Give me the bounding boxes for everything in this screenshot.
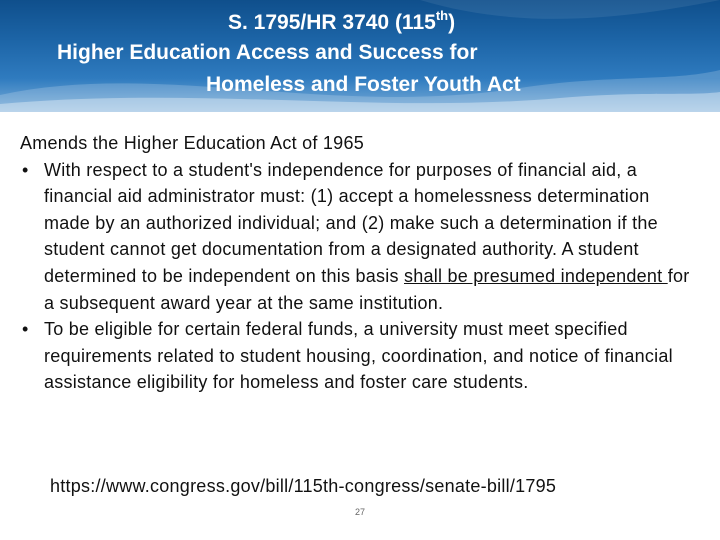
bullet-marker: •: [22, 159, 29, 180]
title-line-3: Homeless and Foster Youth Act: [206, 73, 521, 96]
page-number: 27: [354, 507, 365, 517]
bullet-item-2: [20, 316, 700, 396]
title-superscript: th: [435, 8, 449, 23]
bullet-1-underlined-text: shall be presumed independent: [404, 265, 668, 286]
title-line-1: [228, 8, 455, 38]
bullet-item-1: [20, 157, 700, 317]
bullet-marker: •: [22, 319, 29, 340]
title-line-1-end: ): [448, 11, 456, 34]
title-banner: [0, 0, 720, 112]
source-link[interactable]: https://www.congress.gov/bill/115th-congress/senate-bill/1795: [50, 476, 557, 496]
title-line-2: Higher Education Access and Success for: [57, 41, 478, 64]
intro-line: Amends the Higher Education Act of 1965: [20, 133, 364, 153]
bullet-2-text: To be eligible for certain federal funds, a university must meet specified requirements related to student housing, coordination, and notice of financial assistance eligibility for homeless and foster care students.: [44, 319, 673, 393]
slide-body: [20, 130, 700, 396]
bullet-1-text-after: for a subsequent award year at the same institution.: [44, 265, 690, 313]
title-line-1-main: S. 1795/HR 3740 (115: [228, 11, 436, 34]
bullet-1-text-before: With respect to a student's independence for purposes of financial aid, a financial aid administrator must: (1) accept a homelessness determination made by an authorized individual; and (2) make such a determination if the student cannot get documentation from a designated authority. A student determined to be independent on this basis: [44, 159, 658, 286]
bullet-list: [20, 157, 700, 396]
